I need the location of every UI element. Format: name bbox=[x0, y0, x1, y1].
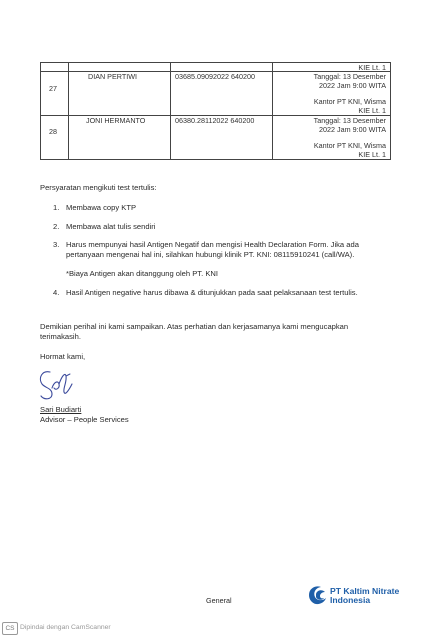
table-cell-number: 27 bbox=[49, 84, 57, 93]
salutation: Hormat kami, bbox=[40, 352, 86, 361]
table-cell-id: 06380.28112022 640200 bbox=[175, 116, 255, 125]
table-border-bottom bbox=[40, 159, 391, 160]
camscanner-badge-icon: CS bbox=[2, 622, 18, 635]
table-cell-location: Kantor PT KNI, Wisma bbox=[313, 97, 386, 106]
table-cell-location: KIE Lt. 1 bbox=[358, 150, 386, 159]
table-cell-location: Kantor PT KNI, Wisma bbox=[313, 141, 386, 150]
table-column-line bbox=[68, 62, 69, 160]
signer-name: Sari Budiarti bbox=[40, 405, 82, 414]
closing-paragraph: terimakasih. bbox=[40, 332, 81, 341]
handwritten-signature bbox=[36, 366, 78, 404]
list-note: *Biaya Antigen akan ditanggung oleh PT. KNI bbox=[66, 269, 218, 278]
table-cell-schedule: 2022 Jam 9:00 WITA bbox=[319, 125, 386, 134]
table-cell-schedule: Tanggal: 13 Desember bbox=[313, 116, 386, 125]
table-cell-schedule: 2022 Jam 9:00 WITA bbox=[319, 81, 386, 90]
list-text: Harus mempunyai hasil Antigen Negatif dan mengisi Health Declaration Form. Jika ada bbox=[66, 240, 359, 249]
scanner-text: Dipindai dengan CamScanner bbox=[20, 624, 111, 631]
table-cell-location: KIE Lt. 1 bbox=[358, 106, 386, 115]
table-cell-name: JONI HERMANTO bbox=[86, 116, 146, 125]
document-classification: General bbox=[206, 596, 232, 605]
kni-logo-icon bbox=[306, 584, 330, 606]
table-column-line bbox=[170, 62, 171, 160]
table-cell-number: 28 bbox=[49, 127, 57, 136]
logo-text: PT Kaltim Nitrate bbox=[330, 586, 400, 596]
list-text: Membawa copy KTP bbox=[66, 203, 137, 212]
table-cell-location: KIE Lt. 1 bbox=[358, 63, 386, 72]
signer-title: Advisor – People Services bbox=[40, 415, 129, 424]
table-column-line bbox=[272, 62, 273, 160]
list-text: Membawa alat tulis sendiri bbox=[66, 222, 156, 231]
logo-text: Indonesia bbox=[330, 595, 371, 605]
closing-paragraph: Demikian perihal ini kami sampaikan. Atas perhatian dan kerjasamanya kami mengucapkan bbox=[40, 322, 349, 331]
table-cell-name: DIAN PERTIWI bbox=[88, 72, 137, 81]
list-number: 3. bbox=[53, 240, 60, 249]
list-text: Hasil Antigen negative harus dibawa & ditunjukkan pada saat pelaksanaan test tertulis. bbox=[66, 288, 358, 297]
table-column-line bbox=[390, 62, 391, 160]
table-cell-schedule: Tanggal: 13 Desember bbox=[313, 72, 386, 81]
list-number: 4. bbox=[53, 288, 60, 297]
list-text: pertanyaan mengenai hal ini, silahkan hubungi klinik PT. KNI: 08115910241 (call/WA). bbox=[66, 250, 355, 259]
requirements-heading: Persyaratan mengikuti test tertulis: bbox=[40, 183, 157, 192]
list-number: 1. bbox=[53, 203, 60, 212]
table-cell-id: 03685.09092022 640200 bbox=[175, 72, 255, 81]
table-column-line bbox=[40, 62, 41, 160]
list-number: 2. bbox=[53, 222, 60, 231]
